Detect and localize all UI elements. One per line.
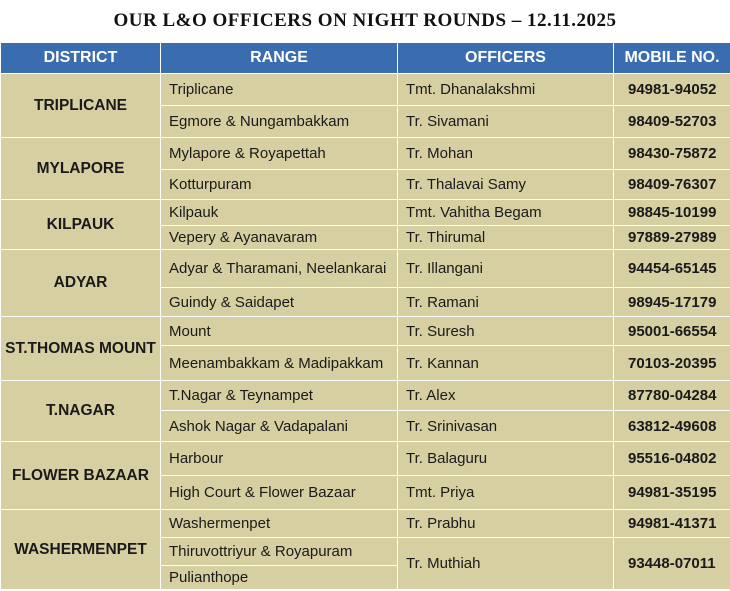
range-cell: Ashok Nagar & Vadapalani bbox=[161, 411, 398, 442]
officer-cell: Tmt. Dhanalakshmi bbox=[398, 74, 614, 106]
mobile-cell: 93448-07011 bbox=[614, 538, 730, 590]
mobile-cell: 98430-75872 bbox=[614, 138, 730, 170]
officer-cell: Tr. Mohan bbox=[398, 138, 614, 170]
range-cell: Adyar & Tharamani, Neelankarai bbox=[161, 250, 398, 288]
range-cell: Washermenpet bbox=[161, 510, 398, 538]
mobile-cell: 94981-94052 bbox=[614, 74, 730, 106]
district-cell: ADYAR bbox=[1, 250, 161, 317]
table-row bbox=[1, 510, 730, 538]
header-district: DISTRICT bbox=[1, 43, 161, 74]
district-cell: T.NAGAR bbox=[1, 381, 161, 442]
district-cell: MYLAPORE bbox=[1, 138, 161, 200]
officer-cell: Tr. Prabhu bbox=[398, 510, 614, 538]
officers-table bbox=[0, 42, 730, 590]
header-range: RANGE bbox=[161, 43, 398, 74]
officer-cell: Tmt. Vahitha Begam bbox=[398, 200, 614, 226]
range-cell: Thiruvottriyur & Royapuram bbox=[161, 538, 398, 566]
officer-cell: Tr. Illangani bbox=[398, 250, 614, 288]
range-cell: Meenambakkam & Madipakkam bbox=[161, 346, 398, 381]
district-cell: ST.THOMAS MOUNT bbox=[1, 317, 161, 381]
range-cell: High Court & Flower Bazaar bbox=[161, 476, 398, 510]
table-row bbox=[1, 200, 730, 226]
header-officers: OFFICERS bbox=[398, 43, 614, 74]
mobile-cell: 98945-17179 bbox=[614, 288, 730, 317]
table-row bbox=[1, 381, 730, 411]
district-cell: FLOWER BAZAAR bbox=[1, 442, 161, 510]
range-cell: Mylapore & Royapettah bbox=[161, 138, 398, 170]
range-cell: Kilpauk bbox=[161, 200, 398, 226]
range-cell: Pulianthope bbox=[161, 566, 398, 590]
officer-cell: Tmt. Priya bbox=[398, 476, 614, 510]
officer-cell: Tr. Thirumal bbox=[398, 226, 614, 250]
mobile-cell: 98409-52703 bbox=[614, 106, 730, 138]
mobile-cell: 94981-35195 bbox=[614, 476, 730, 510]
mobile-cell: 97889-27989 bbox=[614, 226, 730, 250]
mobile-cell: 70103-20395 bbox=[614, 346, 730, 381]
officer-cell: Tr. Sivamani bbox=[398, 106, 614, 138]
table-row bbox=[1, 250, 730, 288]
mobile-cell: 94981-41371 bbox=[614, 510, 730, 538]
range-cell: Vepery & Ayanavaram bbox=[161, 226, 398, 250]
table-header-row bbox=[1, 43, 730, 74]
table-row bbox=[1, 74, 730, 106]
district-cell: KILPAUK bbox=[1, 200, 161, 250]
mobile-cell: 98845-10199 bbox=[614, 200, 730, 226]
table-row bbox=[1, 442, 730, 476]
officer-cell: Tr. Muthiah bbox=[398, 538, 614, 590]
officer-cell: Tr. Suresh bbox=[398, 317, 614, 346]
officer-cell: Tr. Alex bbox=[398, 381, 614, 411]
range-cell: T.Nagar & Teynampet bbox=[161, 381, 398, 411]
table-row bbox=[1, 317, 730, 346]
mobile-cell: 95001-66554 bbox=[614, 317, 730, 346]
mobile-cell: 95516-04802 bbox=[614, 442, 730, 476]
officer-cell: Tr. Thalavai Samy bbox=[398, 170, 614, 200]
mobile-cell: 94454-65145 bbox=[614, 250, 730, 288]
header-mobile: MOBILE NO. bbox=[614, 43, 730, 74]
range-cell: Kotturpuram bbox=[161, 170, 398, 200]
range-cell: Egmore & Nungambakkam bbox=[161, 106, 398, 138]
range-cell: Triplicane bbox=[161, 74, 398, 106]
officer-cell: Tr. Srinivasan bbox=[398, 411, 614, 442]
range-cell: Guindy & Saidapet bbox=[161, 288, 398, 317]
officer-cell: Tr. Balaguru bbox=[398, 442, 614, 476]
mobile-cell: 87780-04284 bbox=[614, 381, 730, 411]
district-cell: TRIPLICANE bbox=[1, 74, 161, 138]
mobile-cell: 98409-76307 bbox=[614, 170, 730, 200]
range-cell: Harbour bbox=[161, 442, 398, 476]
mobile-cell: 63812-49608 bbox=[614, 411, 730, 442]
table-row bbox=[1, 138, 730, 170]
range-cell: Mount bbox=[161, 317, 398, 346]
officer-cell: Tr. Ramani bbox=[398, 288, 614, 317]
district-cell: WASHERMENPET bbox=[1, 510, 161, 590]
officer-cell: Tr. Kannan bbox=[398, 346, 614, 381]
page-title: OUR L&O OFFICERS ON NIGHT ROUNDS – 12.11.2025 bbox=[113, 10, 617, 31]
